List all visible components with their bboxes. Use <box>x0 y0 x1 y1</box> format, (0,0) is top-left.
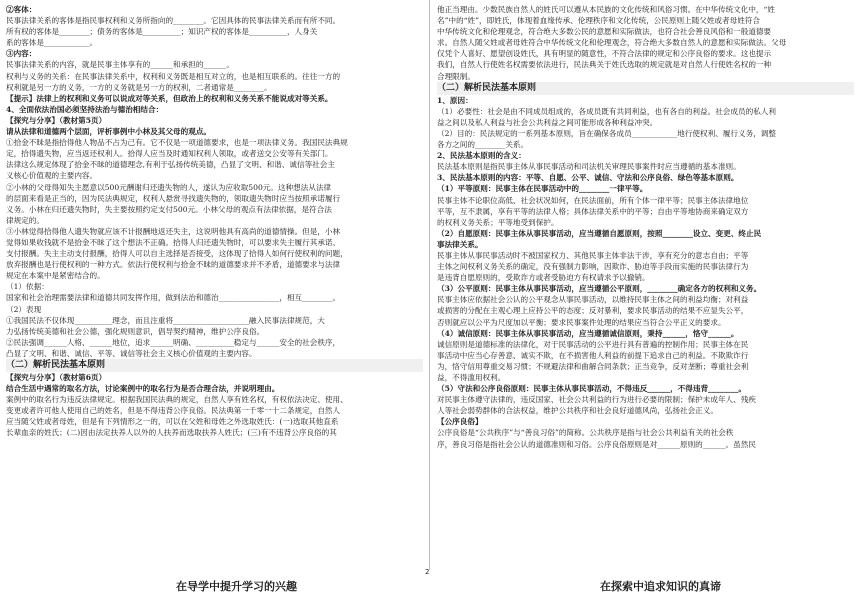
text-line: （2）表现 <box>6 304 42 314</box>
text-line: 益之间以及私人利益与社会公共利益之间可能形成各种利益冲突。 <box>437 117 658 127</box>
text-line: 序，善良习俗是指社会公认的道德准则和习俗。公序良俗原则是对______原则的______。虽然民 <box>437 439 756 449</box>
text-line: 应当随父姓或者母姓，但是有下列情形之一的，可以在父姓和母姓之外选取姓氏：(一)选取其他直系 <box>6 417 339 427</box>
page-number: 2 <box>425 568 430 576</box>
text-line: 觉得如果收钱就不是拾金不昧了这个想法不正确。拾得人归还遗失物时，可以要求失主履行其承诺、 <box>6 237 341 247</box>
text-line: ②小林的父母得知失主愿意以500元酬谢归还遗失物的人，遂认为应收取500元。这种想法从法律 <box>6 182 332 192</box>
text-line: 是违背自愿原则的，受欺诈方或者受胁迫方有权请求予以撤销。 <box>437 273 650 283</box>
section-heading: （二）解析民法基本原则 <box>437 82 854 95</box>
left-column <box>6 4 423 439</box>
text-line: 定，拾得遗失物，应当返还权利人。拾得人应当及时通知权利人领取，或者送交公安等有关部门。 <box>6 149 333 159</box>
text-line: 或损害的分配在主观心理上应持公平的态度；反对暴利，要求民事活动的结果不应显失公平， <box>437 306 749 316</box>
text-line: 民事主体从事民事活动时不被国家权力、其他民事主体非法干涉，享有充分的意志自由；平等 <box>437 250 749 260</box>
text-line: 力弘扬传统美德和社会公德，强化规则意识，倡导契约精神，维护公序良俗。 <box>6 326 265 336</box>
text-line: 权利与义务的关系：在民事法律关系中，权利和义务既是相互对立的，也是相互联系的。往往一方的 <box>6 71 341 81</box>
text-line: 中华传统文化和伦理观念，符合绝大多数公民的意愿和实际做法，也符合社会善良风俗和一般道德要 <box>437 27 772 37</box>
text-line: 支付报酬。失主主动支付报酬，拾得人可以自主选择是否接受，这体现了拾得人如何行使权利的问题， <box>6 249 348 259</box>
text-line: 请从法律和道德两个层面，评析事例中小林及其父母的观点。 <box>6 127 212 137</box>
text-line: 求。自然人随父姓或者母姓符合中华传统文化和伦理观念，符合绝大多数自然人的意愿和实际做法。父母 <box>437 38 787 48</box>
text-line: 凸显了文明、和谐、诚信、平等、诚信等社会主义核心价值观的主要内容。 <box>6 348 257 358</box>
text-line: 4、全面依法治国必须坚持法治与德治相结合： <box>6 104 164 114</box>
text-line: 民事主体不论职位高低、社会状况如何，在民法面前，所有个体一律平等；民事主体法律地位 <box>437 195 749 205</box>
text-line: 权利就是另一方的义务，一方的义务就是另一方的权利，二者通常是________。 <box>6 82 272 92</box>
text-line: 平等，互不隶属，享有平等的法律人格；具体法律关系中的平等；自由平等地协商来确定双方 <box>437 206 749 216</box>
text-line: 的层面来看是正当的，因为民法典规定，权利人悬赏寻找遗失物的，领取遗失物时应当按照承诺履行 <box>6 193 341 203</box>
text-line: 各方之间的________关系。 <box>437 140 529 150</box>
text-line: 1、原因： <box>437 95 473 105</box>
text-line: 诚信原则是道德标准的法律化，对于民事活动的公平进行具有普遍的控制作用；民事主体在民 <box>437 339 749 349</box>
text-line: 事法律关系。 <box>437 239 483 249</box>
text-line: （2）自愿原则：民事主体从事民事活动，应当遵循自愿原则，按照________设立、变更、终止民 <box>437 228 762 238</box>
text-line: 民事法律关系的内容，就是民事主体享有的______和承担的______。 <box>6 60 234 70</box>
text-line: 的权利义务关系；平等地受到保护。 <box>437 217 559 227</box>
text-line: （1）平等原则：民事主体在民事活动中的________一律平等。 <box>437 184 648 194</box>
text-line: 变更或者许可他人使用自己的姓名，但是不得违背公序良俗。民法典第一千零一十二条规定，自然人 <box>6 406 341 416</box>
right-column <box>437 4 854 450</box>
text-line: 【探究与分享】（教材第5页） <box>6 115 107 125</box>
text-line: 民事主体应依据社会公认的公平观念从事民事活动，以维持民事主体之间的利益均衡；对利益 <box>437 295 749 305</box>
text-line: 义核心价值观的主要内容。 <box>6 171 98 181</box>
text-line: 为，恪守信用尊重交易习惯；不规避法律和曲解合同条款；正当竞争，反对垄断；尊重社会利 <box>437 361 749 371</box>
text-line: 律规定的。 <box>6 215 44 225</box>
text-line: （1）依据： <box>6 282 49 292</box>
text-line: ②民法强调______人格、______地位，追求______明确、__________稳定与______安全的社会秩序， <box>6 337 341 347</box>
text-line: 【提示】法律上的权利和义务可以说成对等关系，但政治上的权利和义务关系不能说成对等关系。 <box>6 93 333 103</box>
text-line: 否则就应以公平为尺度加以平衡；要求民事案件处理的结果应当符合公平正义的要求。 <box>437 317 726 327</box>
text-line: ③小林觉得拾得他人遗失物就应该不计报酬地返还失主，这说明他具有高尚的道德情操。但是，小林 <box>6 226 341 236</box>
text-line: （4）诚信原则：民事主体从事民事活动，应当遵循诚信原则，秉持______，恪守______。 <box>437 328 739 338</box>
text-line: 结合生活中遇常的取名方法，讨论案例中的取名行为是否合理合法，并说明理由。 <box>6 384 280 394</box>
text-line: 系的客体是____________。 <box>6 38 98 48</box>
text-line: 【公序良俗】 <box>437 417 483 427</box>
text-line: 国家和社会治理需要法律和道德共同发挥作用，做到法治和德治________________，相互________。 <box>6 293 341 303</box>
text-line: ①我国民法不仅体现__________理念，而且注重将____________________融入民事法律规范，大 <box>6 315 325 325</box>
text-line: 合理限制。 <box>437 71 475 81</box>
text-line: 法律这么规定体现了拾金不昧的道德理念,有利于弘扬传统美德，凸显了文明、和谐、诚信等社会主 <box>6 160 335 170</box>
text-line: 所有权的客体是________；债务的客体是__________；知识产权的客体是__________，人身关 <box>6 27 318 37</box>
text-line: （2）目的：民法规定的一系列基本原则，旨在确保各成员____________地行使权利、履行义务，调整 <box>437 128 776 138</box>
text-line: 对民事主体遵守法律的，违反国家、社会公共利益的行为进行必要的限制；保护未成年人、残疾 <box>437 395 756 405</box>
text-line: 民事法律关系的客体是指民事权利和义务所指向的________。它因具体的民事法律关系而有所不同。 <box>6 16 341 26</box>
text-line: 民法基本原则是指民事主体从事民事活动和司法机关审理民事案件时应当遵循的基本准则。 <box>437 162 741 172</box>
text-line: 案例中的取名行为违反法律规定。根据我国民法典的规定，自然人享有姓名权，有权依法决定、使用、 <box>6 395 348 405</box>
text-line: 人等社会弱势群体的合法权益，维护公共秩序和社会良好道德风尚，弘扬社会正义。 <box>437 406 718 416</box>
footer-right-slogan: 在探索中追求知识的真谛 <box>600 580 721 593</box>
text-line: （3）公平原则：民事主体从事民事活动，应当遵循公平原则，________确定各方的权利和义务。 <box>437 284 762 294</box>
column-divider <box>429 0 430 570</box>
text-line: 益，不得滥用权利。 <box>437 373 506 382</box>
text-line: 长辈血亲的姓氏；(二)因由法定扶养人以外的人扶养而选取扶养人姓氏；(三)有不违背公序良俗的其 <box>6 428 337 438</box>
text-line: 我们，自然人行使姓名权需要依法进行，民法典关于姓氏选取的规定就是对自然人行使姓名权的一种 <box>437 60 772 70</box>
text-line: 义务。小林在归还遗失物时，失主要按照约定支付500元。小林父母的观点有法律依据，是符合法 <box>6 204 332 214</box>
text-line: 3、民法基本原则的内容：平等、自愿、公平、诚信、守法和公序良俗、绿色等基本原则。 <box>437 173 739 183</box>
section-heading: （二）解析民法基本原则 <box>6 359 423 372</box>
text-line: 规定在本案中是紧密结合的。 <box>6 271 105 281</box>
text-line: 名”中的“姓”，即姓氏，体现着血缘传承、伦理秩序和文化传统，公民原则上随父姓或者母姓符合 <box>437 16 760 26</box>
text-line: ②客体： <box>6 5 37 14</box>
text-line: 他正当理由。少数民族自然人的姓氏可以遵从本民族的文化传统和风俗习惯。在中华传统文化中，“姓 <box>437 5 776 14</box>
text-line: 仅凭个人喜好、愿望创设姓氏，具有明显的随意性，不符合法律的规定和公序良俗的要求。这也提示 <box>437 49 772 59</box>
text-line: 放弃报酬也是行使权利的一种方式。依法行使权利与拾金不昧的道德要求并不矛盾，道德要求与法律 <box>6 260 341 270</box>
text-line: 主体之间权利义务关系的确定，没有强制力影响，因欺诈、胁迫等手段而实施的民事法律行为 <box>437 262 749 272</box>
text-line: （1）必要性：社会是由不同成员组成的，各成员既有共同利益，也有各自的利益。社会成员的私人利 <box>437 106 776 116</box>
text-line: ③内容： <box>6 49 37 59</box>
footer-left-slogan: 在导学中提升学习的兴趣 <box>176 580 297 593</box>
text-line: 2、民法基本原则的含义： <box>437 151 526 161</box>
text-line: （5）守法和公序良俗原则：民事主体从事民事活动，不得违反______，不得违背________。 <box>437 384 747 394</box>
text-line: 公序良俗是“公共秩序”与“善良习俗”的简称。公共秩序是指与社会公共利益有关的社会秩 <box>437 428 734 438</box>
text-line: ①拾金不昧是指拾得他人物品不占为己有。它不仅是一项道德要求，也是一项法律义务。我国民法典规 <box>6 138 348 148</box>
text-line: 【探究与分享】（教材第6页） <box>6 373 107 382</box>
text-line: 事活动中应当心存善意、诚实不欺，在不损害他人利益的前提下追求自己的利益。不欺欺诈行 <box>437 350 749 360</box>
